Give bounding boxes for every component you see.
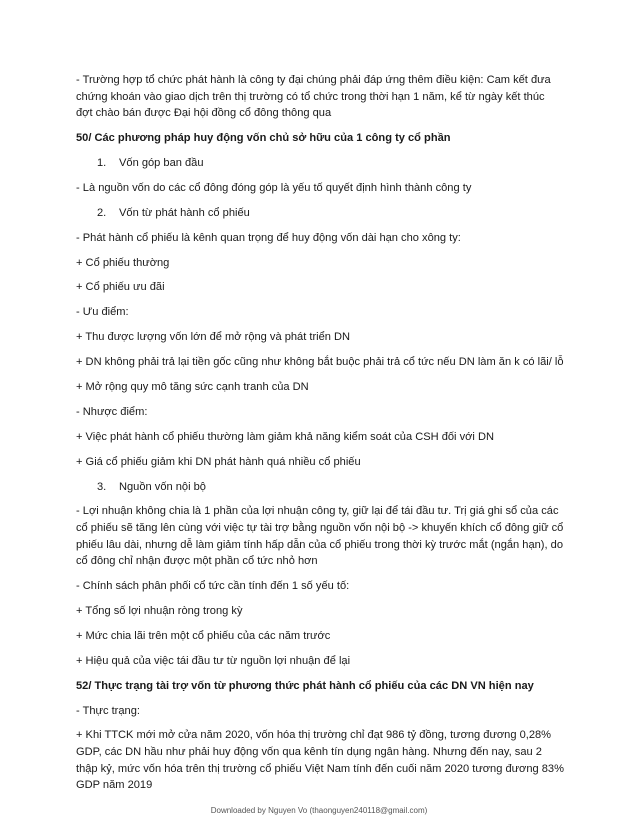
paragraph: - Nhược điểm: (76, 405, 148, 418)
document-body (76, 72, 564, 802)
section-heading-52: 52/ Thực trạng tài trợ vốn từ phương thức phát hành cổ phiếu của các DN VN hiện nay (76, 679, 534, 692)
list-item-text: Vốn góp ban đầu (119, 156, 204, 169)
paragraph: + Khi TTCK mới mở cửa năm 2020, vốn hóa thị trường chỉ đạt 986 tỷ đồng, tương đương 0,28% GDP, các DN hầu như phải huy động vốn qua kênh tín dụng ngân hàng. Nhưng đến nay, sau 2 thập kỷ, mức vốn hóa trên thị trường cổ phiếu Việt Nam tính đến cuối năm 2020 tương đương 83% GDP năm 2019 (76, 729, 564, 792)
list-item-text: Vốn từ phát hành cổ phiếu (119, 206, 250, 219)
paragraph: + Mở rộng quy mô tăng sức cạnh tranh của DN (76, 380, 309, 393)
paragraph: + Việc phát hành cổ phiếu thường làm giảm khả năng kiểm soát của CSH đối với DN (76, 430, 494, 443)
paragraph: + Giá cổ phiếu giảm khi DN phát hành quá nhiều cổ phiếu (76, 455, 361, 468)
paragraph: - Là nguồn vốn do các cổ đông đóng góp là yếu tố quyết định hình thành công ty (76, 181, 472, 194)
numbered-item-2 (76, 205, 564, 222)
paragraph: - Ưu điểm: (76, 306, 129, 319)
list-item-text: Nguồn vốn nội bộ (119, 480, 206, 493)
list-number: 3. (97, 480, 107, 493)
paragraph: + Hiệu quả của việc tái đầu tư từ nguồn lợi nhuận để lại (76, 654, 351, 667)
list-number: 1. (97, 156, 107, 169)
paragraph: + Thu được lượng vốn lớn để mở rộng và phát triển DN (76, 331, 351, 344)
paragraph: - Phát hành cổ phiếu là kênh quan trọng để huy động vốn dài hạn cho xông ty: (76, 231, 461, 244)
paragraph: - Thực trạng: (76, 704, 140, 717)
paragraph: - Chính sách phân phối cổ tức cần tính đến 1 số yếu tố: (76, 580, 350, 593)
paragraph: + Cổ phiếu ưu đãi (76, 281, 165, 294)
paragraph: + Tổng số lợi nhuận ròng trong kỳ (76, 605, 243, 617)
numbered-item-3 (76, 479, 564, 496)
list-number: 2. (97, 206, 107, 219)
section-heading-50: 50/ Các phương pháp huy động vốn chủ sở hữu của 1 công ty cổ phần (76, 132, 451, 145)
paragraph: + DN không phải trả lại tiền gốc cũng như không bắt buộc phải trả cổ tức nếu DN làm ăn k có lãi/ lỗ (76, 356, 564, 369)
paragraph: + Mức chia lãi trên một cổ phiếu của các năm trước (76, 629, 331, 642)
paragraph: + Cổ phiếu thường (76, 256, 170, 269)
numbered-item-1 (76, 155, 564, 172)
paragraph: - Trường hợp tổ chức phát hành là công ty đại chúng phải đáp ứng thêm điều kiện: Cam kết đưa chứng khoán vào giao dịch trên thị trường có tổ chức trong thời hạn 1 năm, kể từ ngày kết thúc đợt chào bán được Đại hội đồng cổ đông thông qua (76, 74, 551, 120)
download-footer: Downloaded by Nguyen Vo (thaonguyen240118@gmail.com) (210, 806, 428, 815)
paragraph: - Lợi nhuận không chia là 1 phần của lợi nhuận công ty, giữ lại để tái đầu tư. Trị giá ghi sổ của các cổ phiếu sẽ tăng lên cùng với việc tự tài trợ bằng nguồn vốn nội bộ -> khuyến khích cổ đông giữ cổ phiếu lâu dài, nhưng dễ làm giảm tính hấp dẫn của cổ phiếu trong thời kỳ trước mắt (ngắn hạn), do cổ đông chỉ nhận được một phần cổ tức nhỏ hơn (76, 505, 564, 568)
